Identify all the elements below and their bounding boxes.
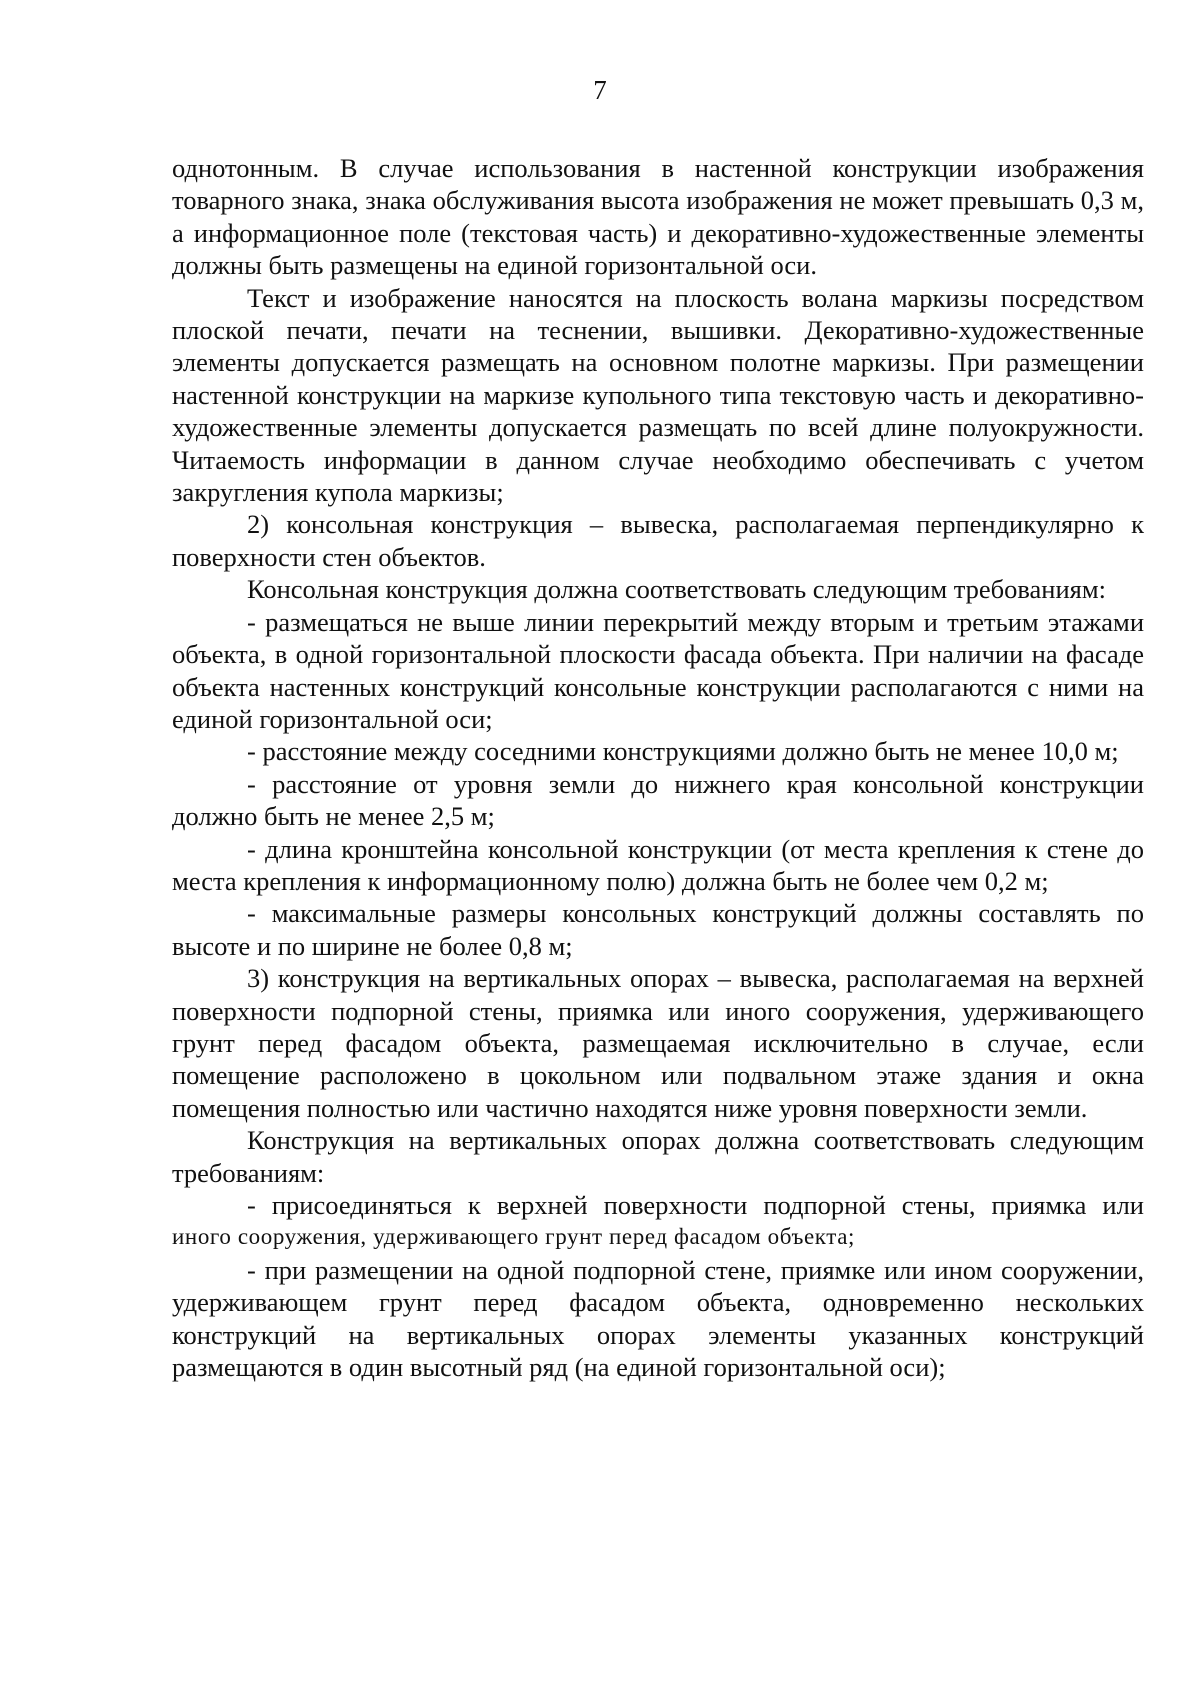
page-number: 7	[593, 75, 607, 105]
list-item-2: - расстояние между соседними конструкциями должно быть не менее 10,0 м;	[247, 736, 1119, 767]
list-item-6-line-1: - присоединяться к верхней поверхности подпорной стены, приямка или	[247, 1190, 1144, 1220]
list-item-1: - размещаться не выше линии перекрытий между вторым и третьим этажами объекта, в одной горизонтальной плоскости фасада объекта. При наличии на фасаде объекта настенных конструкций консольные конструкции располагаются с ними на единой горизонтальной оси;	[172, 606, 1144, 734]
list-item-6-line-2: иного сооружения, удерживающего грунт перед фасадом объекта;	[172, 1224, 855, 1250]
paragraph-4: Консольная конструкция должна соответствовать следующим требованиям:	[247, 574, 1106, 605]
list-item-3: - расстояние от уровня земли до нижнего края консольной конструкции должно быть не менее 2,5 м;	[172, 768, 1144, 832]
list-item-7: - при размещении на одной подпорной стене, приямке или ином сооружении, удерживающем грунт перед фасадом объекта, одновременно нескольких конструкций на вертикальных опорах элементы указанных конструкций размещаются в один высотный ряд (на единой горизонтальной оси);	[172, 1254, 1144, 1383]
body-text	[172, 152, 1144, 1383]
paragraph-2: Текст и изображение наносятся на плоскость волана маркизы посредством плоской печати, печати на теснении, вышивки. Декоративно-художественные элементы допускается размещать на основном полотне маркизы. При размещении настенной конструкции на маркизе купольного типа текстовую часть и декоративно-художественные элементы допускается размещать по всей длине полуокружности. Читаемость информации в данном случае необходимо обеспечивать с учетом закругления купола маркизы;	[172, 282, 1144, 508]
paragraph-6: Конструкция на вертикальных опорах должна соответствовать следующим требованиям:	[172, 1125, 1144, 1188]
paragraph-5: 3) конструкция на вертикальных опорах – вывеска, располагаемая на верхней поверхности подпорной стены, приямка или иного сооружения, удерживающего грунт перед фасадом объекта, размещаемая исключительно в случае, если помещение расположено в цокольном или подвальном этаже здания и окна помещения полностью или частично находятся ниже уровня поверхности земли.	[172, 963, 1144, 1123]
list-item-5: - максимальные размеры консольных конструкций должны составлять по высоте и по ширине не более 0,8 м;	[172, 898, 1144, 961]
paragraph-1: однотонным. В случае использования в настенной конструкции изображения товарного знака, знака обслуживания высота изображения не может превышать 0,3 м, а информационное поле (текстовая часть) и декоративно-художественные элементы должны быть размещены на единой горизонтальной оси.	[172, 153, 1144, 281]
paragraph-3: 2) консольная конструкция – вывеска, располагаемая перпендикулярно к поверхности стен объектов.	[172, 509, 1144, 572]
list-item-4: - длина кронштейна консольной конструкции (от места крепления к стене до места крепления к информационному полю) должна быть не более чем 0,2 м;	[172, 833, 1144, 896]
